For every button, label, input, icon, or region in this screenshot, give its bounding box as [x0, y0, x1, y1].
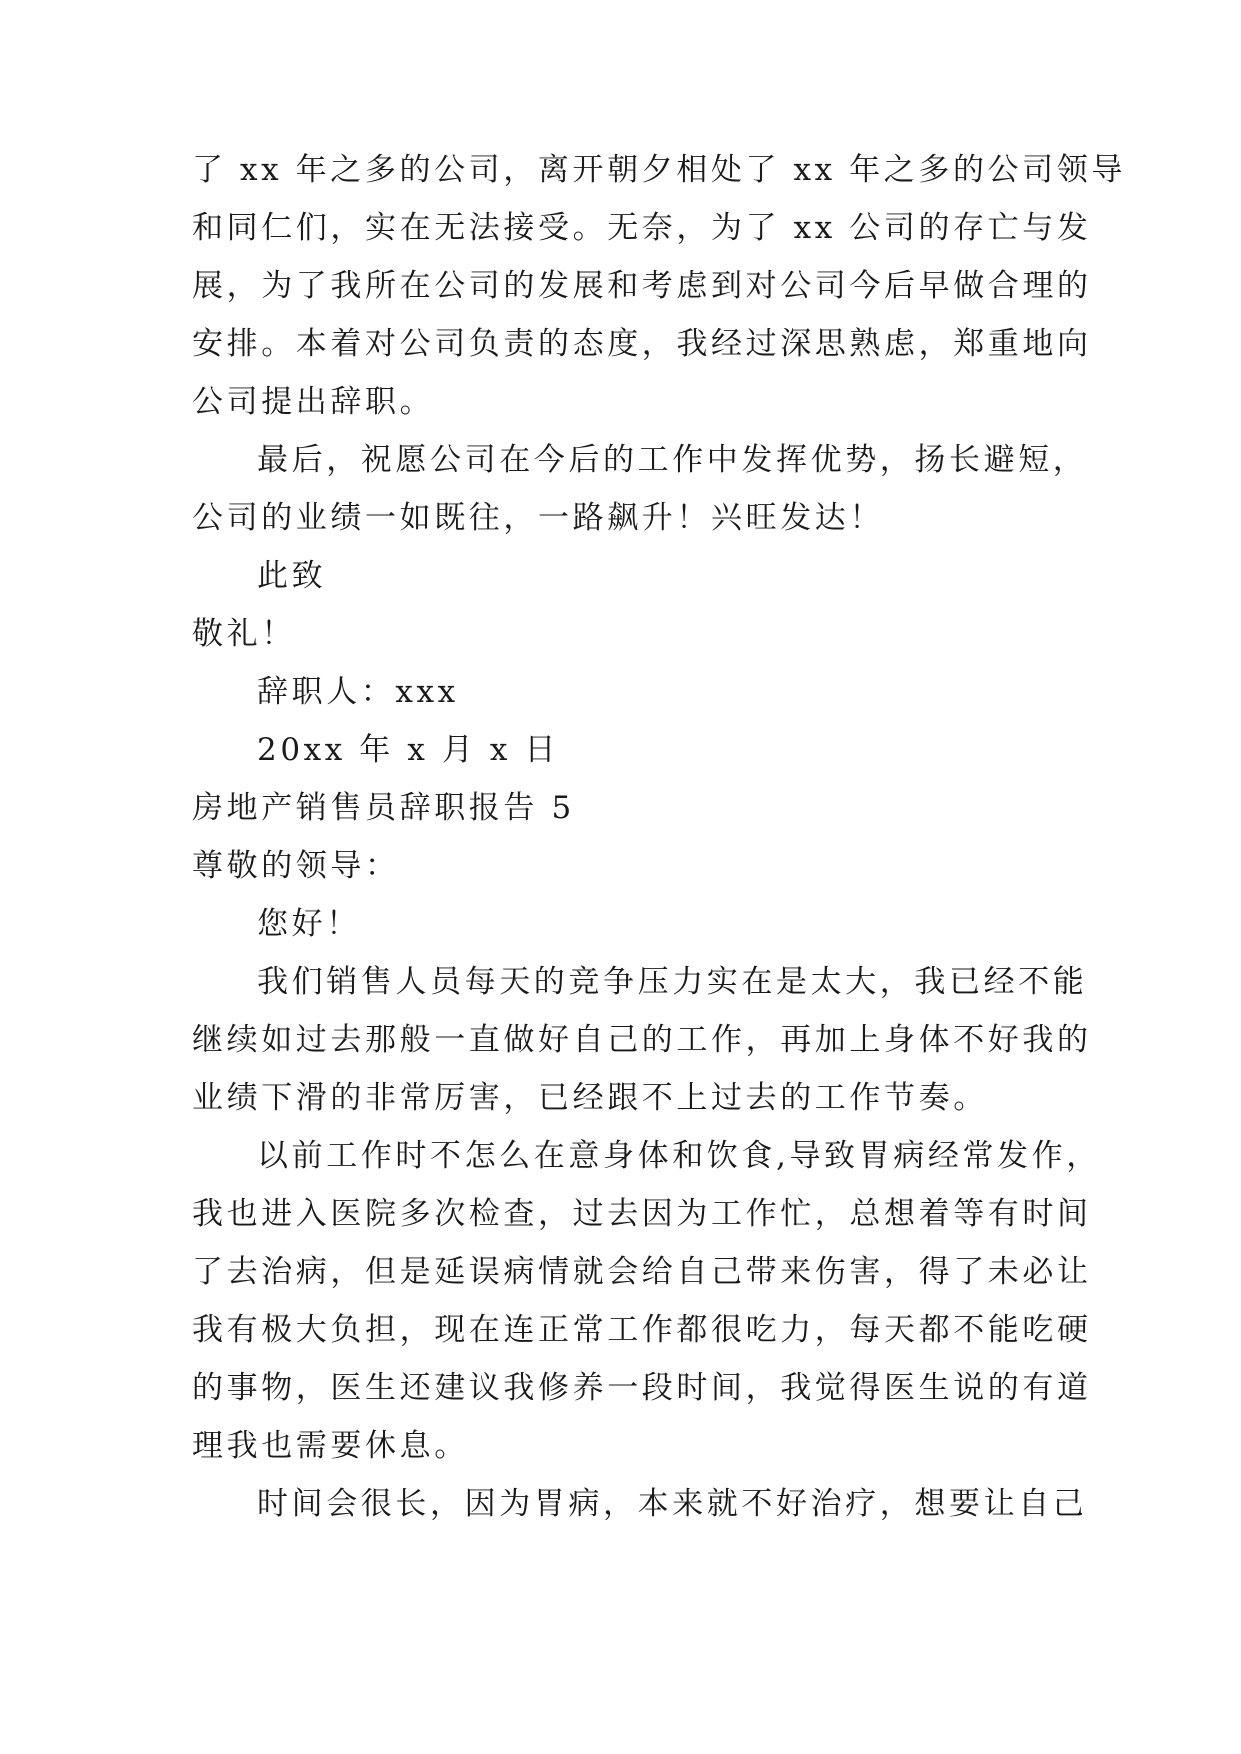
- date-line: 20xx 年 x 月 x 日: [257, 732, 560, 768]
- text-line: 我也进入医院多次检查，过去因为工作忙，总想着等有时间: [192, 1196, 1092, 1232]
- text-line: 继续如过去那般一直做好自己的工作，再加上身体不好我的: [192, 1022, 1092, 1058]
- signature-line: 辞职人：xxx: [257, 674, 459, 710]
- text-line: 公司提出辞职。: [192, 384, 435, 420]
- greeting-hello: 您好！: [257, 906, 361, 942]
- section-title: 房地产销售员辞职报告 5: [192, 790, 575, 826]
- text-line: 的事物，医生还建议我修养一段时间，我觉得医生说的有道: [192, 1370, 1092, 1406]
- text-line: 和同仁们，实在无法接受。无奈，为了 xx 公司的存亡与发: [192, 210, 1092, 246]
- paragraph-start-line: 以前工作时不怎么在意身体和饮食,导致胃病经常发作，: [257, 1138, 1101, 1174]
- text-line: 安排。本着对公司负责的态度，我经过深思熟虑，郑重地向: [192, 326, 1092, 362]
- text-line: 我有极大负担，现在连正常工作都很吃力，每天都不能吃硬: [192, 1312, 1092, 1348]
- text-line: 理我也需要休息。: [192, 1428, 469, 1464]
- text-line: 了去治病，但是延误病情就会给自己带来伤害，得了未必让: [192, 1254, 1092, 1290]
- text-line: 了 xx 年之多的公司，离开朝夕相处了 xx 年之多的公司领导: [192, 152, 1126, 188]
- paragraph-start-line: 我们销售人员每天的竞争压力实在是太大，我已经不能: [257, 964, 1088, 1000]
- salutation-closing: 敬礼！: [192, 616, 296, 652]
- text-line: 公司的业绩一如既往，一路飙升！兴旺发达！: [192, 500, 884, 536]
- text-line: 业绩下滑的非常厉害，已经跟不上过去的工作节奏。: [192, 1080, 988, 1116]
- closing-phrase: 此致: [257, 558, 327, 594]
- paragraph-start-line: 最后，祝愿公司在今后的工作中发挥优势，扬长避短，: [257, 442, 1088, 478]
- text-line: 展，为了我所在公司的发展和考虑到对公司今后早做合理的: [192, 268, 1092, 304]
- greeting-line: 尊敬的领导：: [192, 848, 400, 884]
- paragraph-start-line: 时间会很长，因为胃病，本来就不好治疗，想要让自己: [257, 1486, 1088, 1522]
